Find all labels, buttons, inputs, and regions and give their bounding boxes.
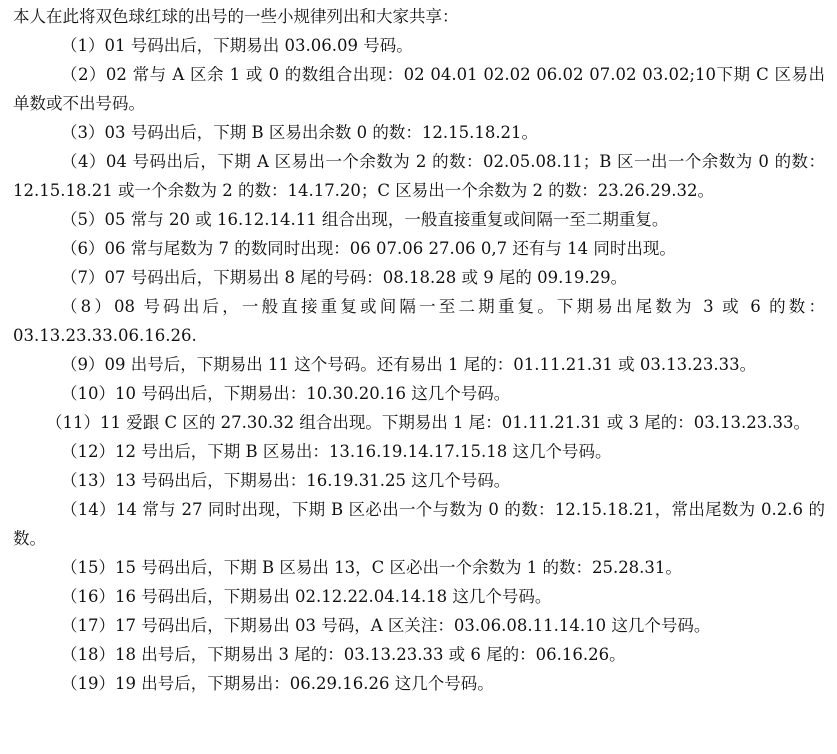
- rule-02: （2）02 常与 A 区余 1 或 0 的数组合出现：02 04.01 02.02 06.02 07.02 03.02;10下期 C 区易出单数或不出号码。: [13, 65, 825, 113]
- rule-09: （9）09 出号后，下期易出 11 这个号码。还有易出 1 尾的：01.11.21.31 或 03.13.23.33。: [61, 355, 757, 374]
- rule-05: （5）05 常与 20 或 16.12.14.11 组合出现，一般直接重复或间隔一至二期重复。: [61, 210, 669, 229]
- rule-14: （14）14 常与 27 同时出现，下期 B 区必出一个与数为 0 的数：12.15.18.21，常出尾数为 0.2.6 的数。: [13, 500, 825, 548]
- rule-03: （3）03 号码出后，下期 B 区易出余数 0 的数：12.15.18.21。: [61, 123, 539, 142]
- rule-11: （11）11 爱跟 C 区的 27.30.32 组合出现。下期易出 1 尾：01.11.21.31 或 3 尾的：03.13.23.33。: [46, 413, 810, 432]
- rule-19: （19）19 出号后，下期易出：06.29.16.26 这几个号码。: [61, 674, 494, 693]
- intro-line: 本人在此将双色球红球的出号的一些小规律列出和大家共享：: [13, 7, 459, 26]
- rule-10: （10）10 号码出后，下期易出：10.30.20.16 这几个号码。: [61, 384, 511, 403]
- rule-06: （6）06 常与尾数为 7 的数同时出现：06 07.06 27.06 0,7 还有与 14 同时出现。: [61, 239, 676, 258]
- rule-08: （8）08 号码出后，一般直接重复或间隔一至二期重复。下期易出尾数为 3 或 6 的数：03.13.23.33.06.16.26.: [13, 297, 825, 345]
- rule-01: （1）01 号码出后，下期易出 03.06.09 号码。: [61, 36, 413, 55]
- rule-13: （13）13 号码出后，下期易出：16.19.31.25 这几个号码。: [61, 471, 511, 490]
- document-body: [13, 2, 825, 698]
- rule-12: （12）12 号出后，下期 B 区易出：13.16.19.14.17.15.18 这几个号码。: [61, 442, 612, 461]
- rule-15: （15）15 号码出后，下期 B 区易出 13，C 区必出一个余数为 1 的数：25.28.31。: [61, 558, 682, 577]
- rule-07: （7）07 号码出后，下期易出 8 尾的号码：08.18.28 或 9 尾的 09.19.29。: [61, 268, 628, 287]
- rule-16: （16）16 号码出后，下期易出 02.12.22.04.14.18 这几个号码。: [61, 587, 552, 606]
- rule-04: （4）04 号码出后，下期 A 区易出一个余数为 2 的数：02.05.08.11；B 区一出一个余数为 0 的数：12.15.18.21 或一个余数为 2 的数：14.17.20；C 区易出一个余数为 2 的数：23.26.29.32。: [13, 152, 825, 200]
- rule-18: （18）18 出号后，下期易出 3 尾的：03.13.23.33 或 6 尾的：06.16.26。: [61, 645, 626, 664]
- rule-17: （17）17 号码出后，下期易出 03 号码，A 区关注：03.06.08.11.14.10 这几个号码。: [61, 616, 711, 635]
